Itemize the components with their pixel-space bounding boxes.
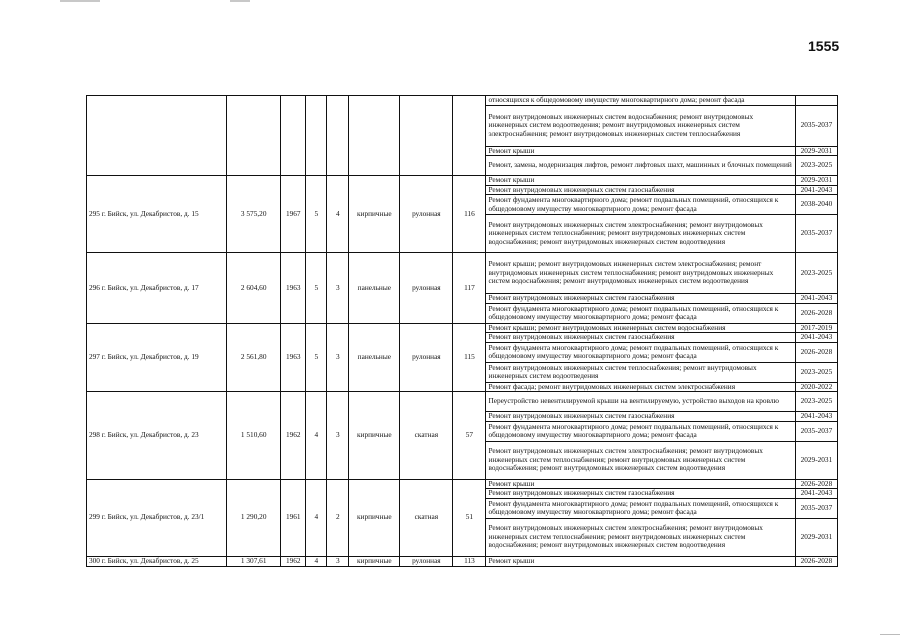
- period-cell: 2038-2040: [795, 195, 837, 215]
- address-cell: [87, 323, 227, 392]
- period-cell: 2029-2031: [795, 146, 837, 156]
- year-cell: 1962: [281, 392, 306, 480]
- year-cell: 1961: [281, 479, 306, 556]
- address-text: г. Бийск, ул. Декабристов, д. 19: [101, 352, 199, 361]
- work-description-cell: Ремонт фундамента многоквартирного дома; ремонт подвальных помещений, относящихся к общедомовому имуществу многоквартирного дома; ремонт фасада: [486, 195, 795, 215]
- work-description-cell: Ремонт крыши: [486, 556, 795, 566]
- work-description-cell: Ремонт фундамента многоквартирного дома; ремонт подвальных помещений, относящихся к общедомовому имуществу многоквартирного дома; ремонт фасада: [486, 342, 795, 362]
- count-cell: 57: [453, 392, 486, 480]
- table-row: [87, 479, 838, 489]
- table-row: [87, 392, 838, 412]
- wall-material-cell: панельные: [349, 323, 400, 392]
- period-cell: 2026-2028: [795, 303, 837, 323]
- scan-edge-mark: [880, 634, 900, 635]
- period-cell: 2035-2037: [795, 105, 837, 146]
- work-description-cell: Ремонт внутридомовых инженерных систем водоснабжения; ремонт внутридомовых инженерных систем водоотведения; ремонт внутридомовых инженерных систем электроснабжения; ремонт внутридомовых инженерных систем теплоснабжения: [486, 105, 795, 146]
- work-description-cell: относящихся к общедомовому имуществу многоквартирного дома; ремонт фасада: [486, 96, 795, 106]
- year-cell: 1963: [281, 253, 306, 324]
- period-cell: 2041-2043: [795, 185, 837, 195]
- wall-material-cell: кирпичные: [349, 556, 400, 566]
- work-description-cell: Ремонт крыши: [486, 146, 795, 156]
- period-cell: 2029-2031: [795, 441, 837, 479]
- floors-cell: 4: [306, 479, 327, 556]
- entrances-cell: 2: [327, 479, 349, 556]
- period-cell: 2023-2025: [795, 253, 837, 294]
- count-cell: 117: [453, 253, 486, 324]
- period-cell: 2035-2037: [795, 421, 837, 441]
- roof-type-cell: [400, 96, 453, 176]
- area-cell: 1 510,60: [227, 392, 281, 480]
- period-cell: 2041-2043: [795, 294, 837, 304]
- floors-cell: 5: [306, 176, 327, 253]
- work-description-cell: Ремонт внутридомовых инженерных систем газоснабжения: [486, 412, 795, 422]
- floors-cell: 4: [306, 556, 327, 566]
- work-description-cell: Ремонт крыши: [486, 176, 795, 186]
- address-text: г. Бийск, ул. Декабристов, д. 17: [101, 282, 199, 292]
- entrances-cell: 3: [327, 556, 349, 566]
- area-cell: [227, 96, 281, 176]
- roof-type-cell: рулонная: [400, 323, 453, 392]
- period-cell: 2041-2043: [795, 412, 837, 422]
- table-row: [87, 176, 838, 186]
- floors-cell: 4: [306, 392, 327, 480]
- area-cell: 1 307,61: [227, 556, 281, 566]
- period-cell: 2020-2022: [795, 382, 837, 392]
- period-cell: 2029-2031: [795, 176, 837, 186]
- year-cell: [281, 96, 306, 176]
- period-cell: [795, 96, 837, 106]
- work-description-cell: Ремонт, замена, модернизация лифтов, ремонт лифтовых шахт, машинных и блочных помещений: [486, 156, 795, 176]
- period-cell: 2026-2028: [795, 479, 837, 489]
- period-cell: 2035-2037: [795, 215, 837, 253]
- work-description-cell: Ремонт крыши; ремонт внутридомовых инженерных систем водоснабжения: [486, 323, 795, 333]
- wall-material-cell: кирпичные: [349, 392, 400, 480]
- work-description-cell: Ремонт внутридомовых инженерных систем газоснабжения: [486, 333, 795, 343]
- period-cell: 2035-2037: [795, 498, 837, 518]
- work-description-cell: Ремонт внутридомовых инженерных систем газоснабжения: [486, 489, 795, 499]
- floors-cell: 5: [306, 323, 327, 392]
- work-description-cell: Ремонт фундамента многоквартирного дома; ремонт подвальных помещений, относящихся к общедомовому имуществу многоквартирного дома; ремонт фасада: [486, 498, 795, 518]
- address-text: г. Бийск, ул. Декабристов, д. 23/1: [101, 512, 205, 522]
- row-number: 300: [89, 556, 100, 565]
- period-cell: 2023-2025: [795, 156, 837, 176]
- period-cell: 2017-2019: [795, 323, 837, 333]
- area-cell: 3 575,20: [227, 176, 281, 253]
- wall-material-cell: кирпичные: [349, 479, 400, 556]
- period-cell: 2023-2025: [795, 362, 837, 382]
- wall-material-cell: панельные: [349, 253, 400, 324]
- area-cell: 2 604,60: [227, 253, 281, 324]
- entrances-cell: 4: [327, 176, 349, 253]
- work-description-cell: Ремонт внутридомовых инженерных систем электроснабжения; ремонт внутридомовых инженерных систем теплоснабжения; ремонт внутридомовых инженерных систем водоснабжения; ремонт внутридомовых инженерных систем водоотведения: [486, 215, 795, 253]
- entrances-cell: 3: [327, 392, 349, 480]
- roof-type-cell: рулонная: [400, 556, 453, 566]
- wall-material-cell: кирпичные: [349, 176, 400, 253]
- area-cell: 1 290,20: [227, 479, 281, 556]
- work-description-cell: Ремонт фундамента многоквартирного дома; ремонт подвальных помещений, относящихся к общедомовому имуществу многоквартирного дома; ремонт фасада: [486, 303, 795, 323]
- row-number: 298: [89, 430, 100, 439]
- floors-cell: [306, 96, 327, 176]
- count-cell: 115: [453, 323, 486, 392]
- entrances-cell: [327, 96, 349, 176]
- row-number: 297: [89, 352, 100, 361]
- work-description-cell: Ремонт внутридомовых инженерных систем электроснабжения; ремонт внутридомовых инженерных систем теплоснабжения; ремонт внутридомовых инженерных систем водоснабжения; ремонт внутридомовых инженерных систем водоотведения: [486, 441, 795, 479]
- address-cell: [87, 556, 227, 566]
- address-cell: [87, 176, 227, 253]
- work-description-cell: Ремонт внутридомовых инженерных систем теплоснабжения; ремонт внутридомовых инженерных систем водоотведения: [486, 362, 795, 382]
- work-description-cell: Ремонт фасада; ремонт внутридомовых инженерных систем электроснабжения: [486, 382, 795, 392]
- roof-type-cell: рулонная: [400, 253, 453, 324]
- page-number: 1555: [808, 38, 840, 54]
- work-description-cell: Ремонт внутридомовых инженерных систем газоснабжения: [486, 185, 795, 195]
- period-cell: 2041-2043: [795, 489, 837, 499]
- period-cell: 2026-2028: [795, 556, 837, 566]
- repair-schedule-table: [86, 95, 838, 567]
- period-cell: 2041-2043: [795, 333, 837, 343]
- work-description-cell: Ремонт фундамента многоквартирного дома; ремонт подвальных помещений, относящихся к общедомовому имуществу многоквартирного дома; ремонт фасада: [486, 421, 795, 441]
- work-description-cell: Ремонт внутридомовых инженерных систем электроснабжения; ремонт внутридомовых инженерных систем теплоснабжения; ремонт внутридомовых инженерных систем водоснабжения; ремонт внутридомовых инженерных систем водоотведения: [486, 518, 795, 556]
- address-text: г. Бийск, ул. Декабристов, д. 23: [101, 430, 199, 439]
- address-cell: [87, 392, 227, 480]
- year-cell: 1963: [281, 323, 306, 392]
- address-cell: [87, 96, 227, 176]
- row-number: 299: [89, 512, 100, 522]
- count-cell: 116: [453, 176, 486, 253]
- count-cell: 51: [453, 479, 486, 556]
- row-number: 295: [89, 208, 100, 218]
- table-row: [87, 253, 838, 294]
- scan-edge-mark: [60, 0, 100, 2]
- table-row: [87, 323, 838, 333]
- count-cell: 113: [453, 556, 486, 566]
- year-cell: 1967: [281, 176, 306, 253]
- period-cell: 2023-2025: [795, 392, 837, 412]
- roof-type-cell: скатная: [400, 392, 453, 480]
- address-text: г. Бийск, ул. Декабристов, д. 25: [101, 556, 199, 565]
- row-number: 296: [89, 282, 100, 292]
- work-description-cell: Ремонт внутридомовых инженерных систем газоснабжения: [486, 294, 795, 304]
- floors-cell: 5: [306, 253, 327, 324]
- address-text: г. Бийск, ул. Декабристов, д. 15: [101, 208, 199, 218]
- table-row: [87, 96, 838, 106]
- count-cell: [453, 96, 486, 176]
- work-description-cell: Ремонт крыши; ремонт внутридомовых инженерных систем электроснабжения; ремонт внутридомовых инженерных систем теплоснабжения; ремонт внутридомовых инженерных систем водоснабжения; ремонт внутридомовых инженерных систем водоотведения: [486, 253, 795, 294]
- area-cell: 2 561,80: [227, 323, 281, 392]
- work-description-cell: Ремонт крыши: [486, 479, 795, 489]
- entrances-cell: 3: [327, 323, 349, 392]
- address-cell: [87, 253, 227, 324]
- table-row: [87, 556, 838, 566]
- entrances-cell: 3: [327, 253, 349, 324]
- roof-type-cell: рулонная: [400, 176, 453, 253]
- work-description-cell: Переустройство невентилируемой крыши на вентилируемую, устройство выходов на кровлю: [486, 392, 795, 412]
- year-cell: 1962: [281, 556, 306, 566]
- scan-edge-mark: [230, 0, 250, 2]
- roof-type-cell: скатная: [400, 479, 453, 556]
- period-cell: 2026-2028: [795, 342, 837, 362]
- period-cell: 2029-2031: [795, 518, 837, 556]
- address-cell: [87, 479, 227, 556]
- wall-material-cell: [349, 96, 400, 176]
